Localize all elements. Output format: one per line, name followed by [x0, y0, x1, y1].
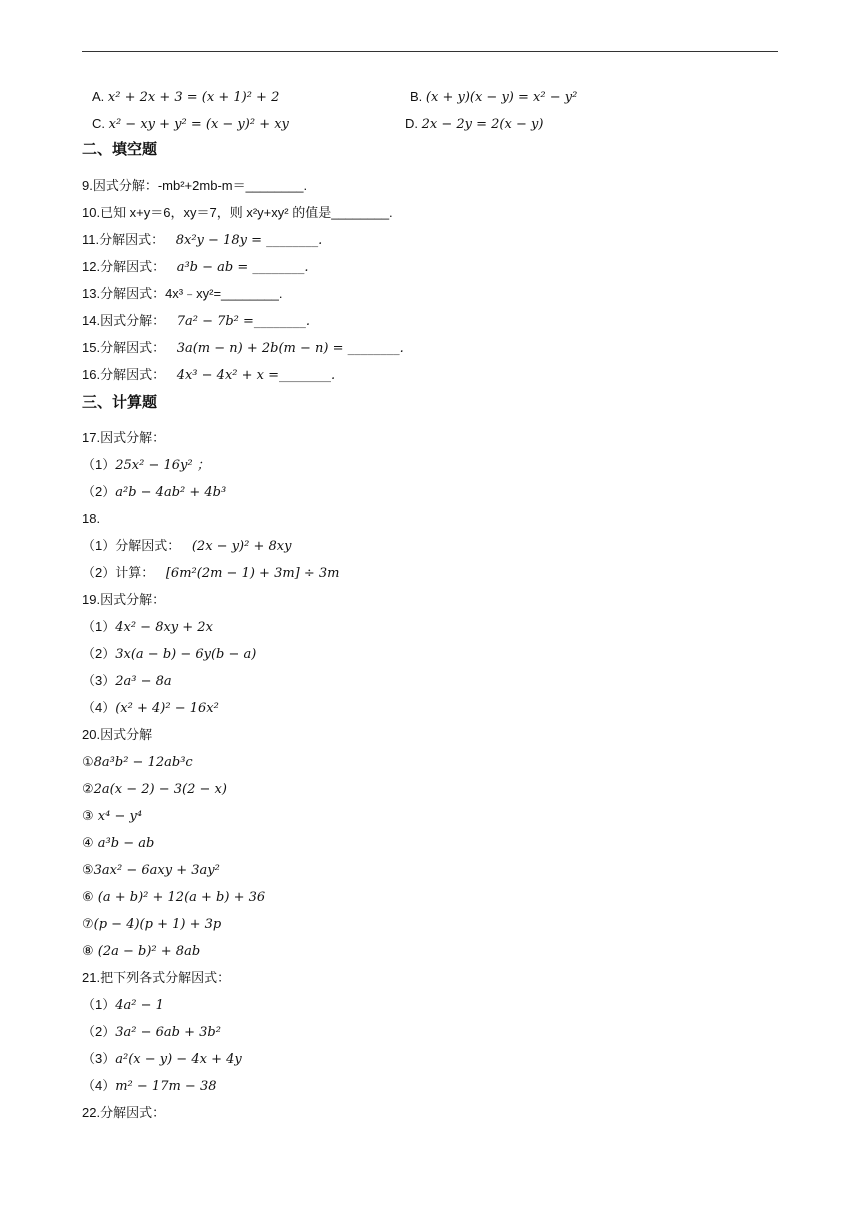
part-math: 2a(x − 2) − 3(2 − x) — [93, 782, 227, 797]
question-20-part-6 — [82, 888, 265, 907]
question-22: 22.分解因式： — [82, 1105, 166, 1120]
part-label: （1） — [82, 619, 116, 634]
question-21: 21.把下列各式分解因式： — [82, 970, 231, 985]
question-12-math: a³b − ab = ________. — [176, 260, 309, 275]
part-label: ⑧ — [82, 943, 94, 958]
part-label: （2） — [82, 1024, 116, 1039]
part-math: 3a² − 6ab + 3b² — [115, 1025, 221, 1040]
part-label: ② — [82, 781, 94, 796]
question-21-part-3 — [82, 1050, 242, 1069]
question-21-part-2 — [82, 1023, 221, 1042]
part-label: ③ — [82, 808, 94, 823]
part-math: 4x² − 8xy + 2x — [115, 620, 213, 635]
question-21-part-4 — [82, 1077, 217, 1096]
part-math: 25x² − 16y² ； — [115, 458, 210, 473]
question-20-part-8 — [82, 942, 200, 961]
question-14-label: 14.因式分解： — [82, 313, 166, 328]
question-17-part-1 — [82, 456, 210, 475]
header-rule — [82, 51, 778, 52]
question-20-part-2 — [82, 780, 227, 799]
part-math: (2a − b)² + 8ab — [93, 944, 201, 959]
part-label: （2）计算： — [82, 565, 155, 580]
option-b — [410, 88, 577, 107]
part-label: （3） — [82, 1051, 116, 1066]
question-11 — [82, 231, 322, 250]
question-20-part-7 — [82, 915, 221, 934]
question-12 — [82, 258, 309, 277]
question-15 — [82, 339, 404, 358]
part-math: 3x(a − b) − 6y(b − a) — [115, 647, 257, 662]
question-17: 17.因式分解： — [82, 430, 166, 445]
option-c — [92, 115, 289, 134]
option-a-math: x² + 2x + 3 = (x + 1)² + 2 — [107, 90, 280, 105]
part-math: [6m²(2m − 1) + 3m] ÷ 3m — [165, 566, 340, 581]
part-label: ⑦ — [82, 916, 94, 931]
question-20: 20.因式分解 — [82, 727, 153, 742]
part-label: ⑥ — [82, 889, 94, 904]
option-a-label: A. — [92, 89, 105, 104]
question-18-part-1 — [82, 537, 291, 556]
question-18-part-2 — [82, 564, 340, 583]
part-label: （4） — [82, 700, 116, 715]
question-10: 10.已知 x+y＝6，xy＝7，则 x²y+xy² 的值是________. — [82, 205, 393, 220]
question-12-label: 12.分解因式： — [82, 259, 166, 274]
part-math: m² − 17m − 38 — [115, 1079, 217, 1094]
option-a — [92, 88, 279, 107]
question-13: 13.分解因式：4x³﹣xy²=________. — [82, 286, 283, 301]
question-19: 19.因式分解： — [82, 592, 166, 607]
option-b-math: (x + y)(x − y) = x² − y² — [425, 90, 578, 105]
part-math: 3ax² − 6axy + 3ay² — [93, 863, 220, 878]
part-label: （1）分解因式： — [82, 538, 181, 553]
question-20-part-4 — [82, 834, 154, 853]
option-b-label: B. — [410, 89, 423, 104]
question-19-part-4 — [82, 699, 219, 718]
part-math: a³b − ab — [93, 836, 155, 851]
part-label: （3） — [82, 673, 116, 688]
part-math: (2x − y)² + 8xy — [191, 539, 292, 554]
part-math: (x² + 4)² − 16x² — [115, 701, 219, 716]
question-14 — [82, 312, 310, 331]
part-math: (p − 4)(p + 1) + 3p — [93, 917, 222, 932]
section-calculation-title: 三、计算题 — [82, 394, 158, 411]
part-label: （1） — [82, 457, 116, 472]
question-20-part-1 — [82, 753, 193, 772]
question-15-label: 15.分解因式： — [82, 340, 166, 355]
option-c-math: x² − xy + y² = (x − y)² + xy — [108, 117, 289, 132]
part-math: (a + b)² + 12(a + b) + 36 — [93, 890, 266, 905]
question-20-part-5 — [82, 861, 220, 880]
part-math: a²b − 4ab² + 4b³ — [115, 485, 227, 500]
part-label: ① — [82, 754, 94, 769]
question-21-part-1 — [82, 996, 164, 1015]
option-d — [405, 115, 543, 134]
part-label: （1） — [82, 997, 116, 1012]
part-label: ⑤ — [82, 862, 94, 877]
question-17-part-2 — [82, 483, 226, 502]
question-19-part-1 — [82, 618, 213, 637]
part-math: a²(x − y) − 4x + 4y — [115, 1052, 242, 1067]
question-18: 18. — [82, 511, 101, 526]
question-11-math: 8x²y − 18y = ________. — [175, 233, 323, 248]
part-math: 8a³b² − 12ab³c — [93, 755, 193, 770]
option-c-label: C. — [92, 116, 105, 131]
question-20-part-3 — [82, 807, 142, 826]
question-19-part-3 — [82, 672, 172, 691]
part-math: 2a³ − 8a — [115, 674, 172, 689]
question-19-part-2 — [82, 645, 256, 664]
option-d-math: 2x − 2y = 2(x − y) — [421, 117, 544, 132]
question-11-label: 11.分解因式： — [82, 232, 165, 247]
question-14-math: 7a² − 7b² =________. — [176, 314, 311, 329]
part-label: （4） — [82, 1078, 116, 1093]
question-16-math: 4x³ − 4x² + x =________. — [176, 368, 336, 383]
question-9: 9.因式分解：-mb²+2mb-m＝________. — [82, 178, 308, 193]
option-d-label: D. — [405, 116, 418, 131]
part-label: （2） — [82, 646, 116, 661]
question-16 — [82, 366, 335, 385]
question-15-math: 3a(m − n) + 2b(m − n) = ________. — [176, 341, 404, 356]
question-16-label: 16.分解因式： — [82, 367, 166, 382]
section-fill-blank-title: 二、填空题 — [82, 141, 158, 158]
part-label: （2） — [82, 484, 116, 499]
part-math: 4a² − 1 — [115, 998, 164, 1013]
part-math: x⁴ − y⁴ — [93, 809, 143, 824]
part-label: ④ — [82, 835, 94, 850]
